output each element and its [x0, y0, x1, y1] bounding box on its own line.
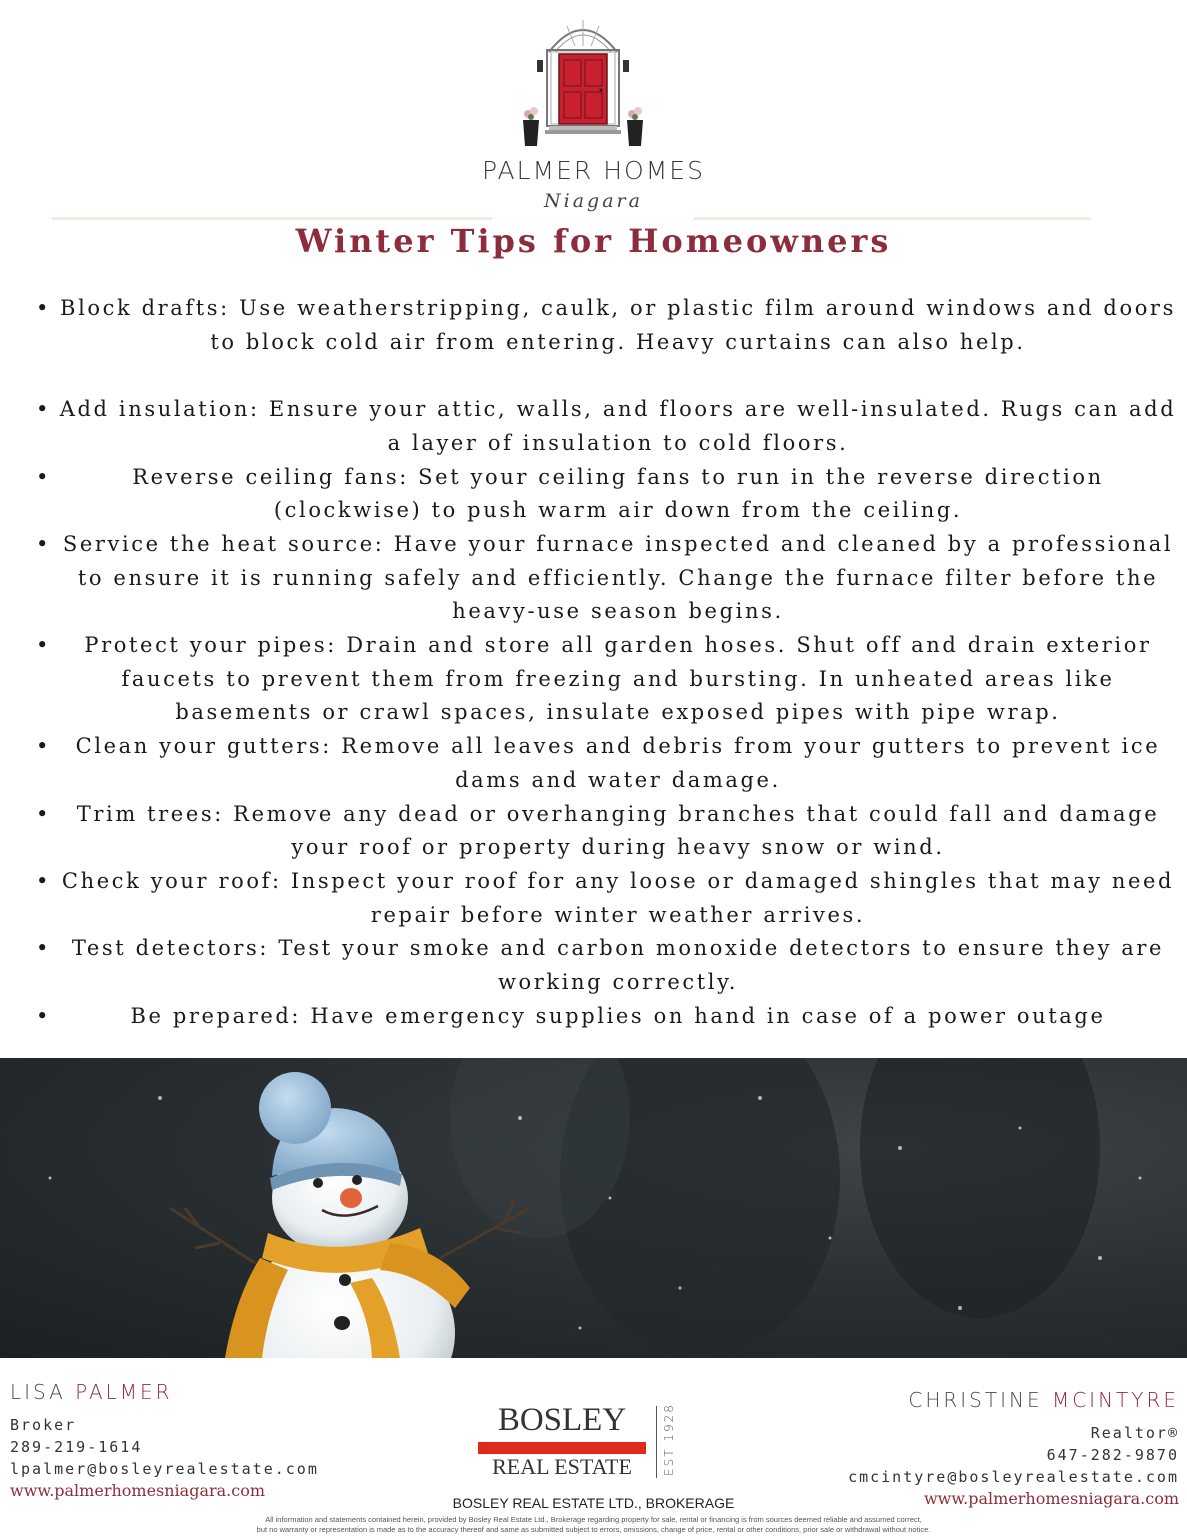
list-item	[30, 629, 1180, 730]
bosley-logo-bar	[478, 1442, 646, 1454]
agent-card-left	[10, 1380, 319, 1502]
tip-text: Block drafts: Use weatherstripping, caulk, or plastic film around windows and doors to block cold air from entering. Heavy curtains can also help.	[60, 296, 1176, 354]
bosley-logo-title: BOSLEY	[497, 1402, 627, 1438]
disclaimer-line: but no warranty or representation is made as to the accuracy thereof and same as submitted subject to errors, omissions, change of price, rental or other conditions, prior sale or withdrawal without notice.	[256, 1524, 931, 1534]
list-item	[30, 393, 1180, 460]
tips-list	[30, 292, 1180, 1033]
tip-text: Service the heat source: Have your furnace inspected and cleaned by a professional to ensure it is running safely and efficiently. Change the furnace filter before the heavy-use season begins.	[62, 531, 1174, 624]
bullet-icon: •	[36, 633, 51, 658]
tip-text: Protect your pipes: Drain and store all garden hoses. Shut off and drain exterior faucets to prevent them from freezing and bursting. In unheated areas like basements or crawl spaces, insulate exposed pipes with pipe wrap.	[84, 633, 1152, 725]
brand-tagline: Niagara	[544, 190, 643, 212]
header-divider-right	[694, 217, 1091, 220]
agent-first-name: LISA	[10, 1380, 66, 1404]
bosley-est-label: EST 1928	[662, 1403, 676, 1476]
bullet-icon: •	[36, 1003, 51, 1028]
tip-text: Test detectors: Test your smoke and carbon monoxide detectors to ensure they are working correctly.	[71, 936, 1165, 995]
bullet-icon: •	[36, 296, 51, 320]
agent-first-name: CHRISTINE	[908, 1388, 1043, 1412]
list-item	[30, 932, 1180, 999]
agent-email[interactable]: cmcintyre@bosleyrealestate.com	[848, 1468, 1179, 1486]
agent-name	[10, 1380, 319, 1404]
bullet-icon: •	[36, 464, 51, 489]
agent-website-link[interactable]: www.palmerhomesniagara.com	[923, 1489, 1179, 1508]
list-item	[30, 292, 1180, 359]
legal-disclaimer	[150, 1515, 1037, 1534]
brokerage-name: BOSLEY REAL ESTATE LTD., BROKERAGE	[452, 1495, 735, 1511]
agent-email[interactable]: lpalmer@bosleyrealestate.com	[10, 1460, 319, 1478]
agent-phone[interactable]: 289-219-1614	[10, 1438, 143, 1456]
disclaimer-line: All information and statements contained herein, provided by Bosley Real Estate Ltd., Brokerage regarding property for sale, rental or financing is from sources deemed reliable and assumed correct,	[265, 1515, 922, 1524]
bosley-logo-divider	[656, 1406, 657, 1478]
bullet-icon: •	[36, 868, 51, 893]
bullet-icon: •	[36, 531, 51, 556]
red-door-logo-icon	[519, 12, 647, 154]
tip-text: Be prepared: Have emergency supplies on hand in case of a power outage	[130, 1003, 1106, 1028]
list-item	[30, 865, 1180, 932]
tip-text: Clean your gutters: Remove all leaves and debris from your gutters to prevent ice dams and water damage.	[75, 734, 1161, 792]
brand-name: PALMER HOMES	[482, 156, 705, 185]
agent-role: Broker	[10, 1416, 77, 1434]
agent-card-right	[848, 1388, 1179, 1510]
agent-role: Realtor®	[1090, 1424, 1179, 1442]
page-title: Winter Tips for Homeowners	[295, 222, 892, 260]
list-item	[30, 1000, 1180, 1034]
header-divider-left	[52, 217, 492, 220]
agent-name	[848, 1388, 1179, 1412]
agent-phone[interactable]: 647-282-9870	[1046, 1446, 1179, 1464]
snowman-photo	[0, 1058, 1187, 1358]
bullet-icon: •	[36, 397, 51, 422]
tip-text: Add insulation: Ensure your attic, walls, and floors are well-insulated. Rugs can add a layer of insulation to cold floors.	[59, 397, 1177, 455]
bosley-logo-subtitle: REAL ESTATE	[492, 1454, 632, 1479]
list-item	[30, 798, 1180, 865]
tip-text: Check your roof: Inspect your roof for any loose or damaged shingles that may need repair before winter weather arrives.	[61, 868, 1175, 927]
logo	[0, 0, 1187, 222]
bullet-icon: •	[36, 734, 51, 759]
bosley-logo	[476, 1402, 696, 1482]
list-item	[30, 461, 1180, 528]
bullet-icon: •	[36, 936, 51, 961]
tip-text: Reverse ceiling fans: Set your ceiling fans to run in the reverse direction (clockwise) to push warm air down from the ceiling.	[132, 464, 1104, 523]
bullet-icon: •	[36, 801, 51, 826]
footer	[0, 1358, 1187, 1536]
agent-website-link[interactable]: www.palmerhomesniagara.com	[10, 1481, 266, 1500]
snowman-illustration	[0, 1058, 1187, 1358]
agent-last-name: PALMER	[75, 1380, 173, 1404]
tip-text: Trim trees: Remove any dead or overhanging branches that could fall and damage your roof or property during heavy snow or wind.	[76, 801, 1160, 860]
list-item	[30, 528, 1180, 629]
list-item	[30, 730, 1180, 797]
agent-last-name: MCINTYRE	[1051, 1388, 1179, 1412]
